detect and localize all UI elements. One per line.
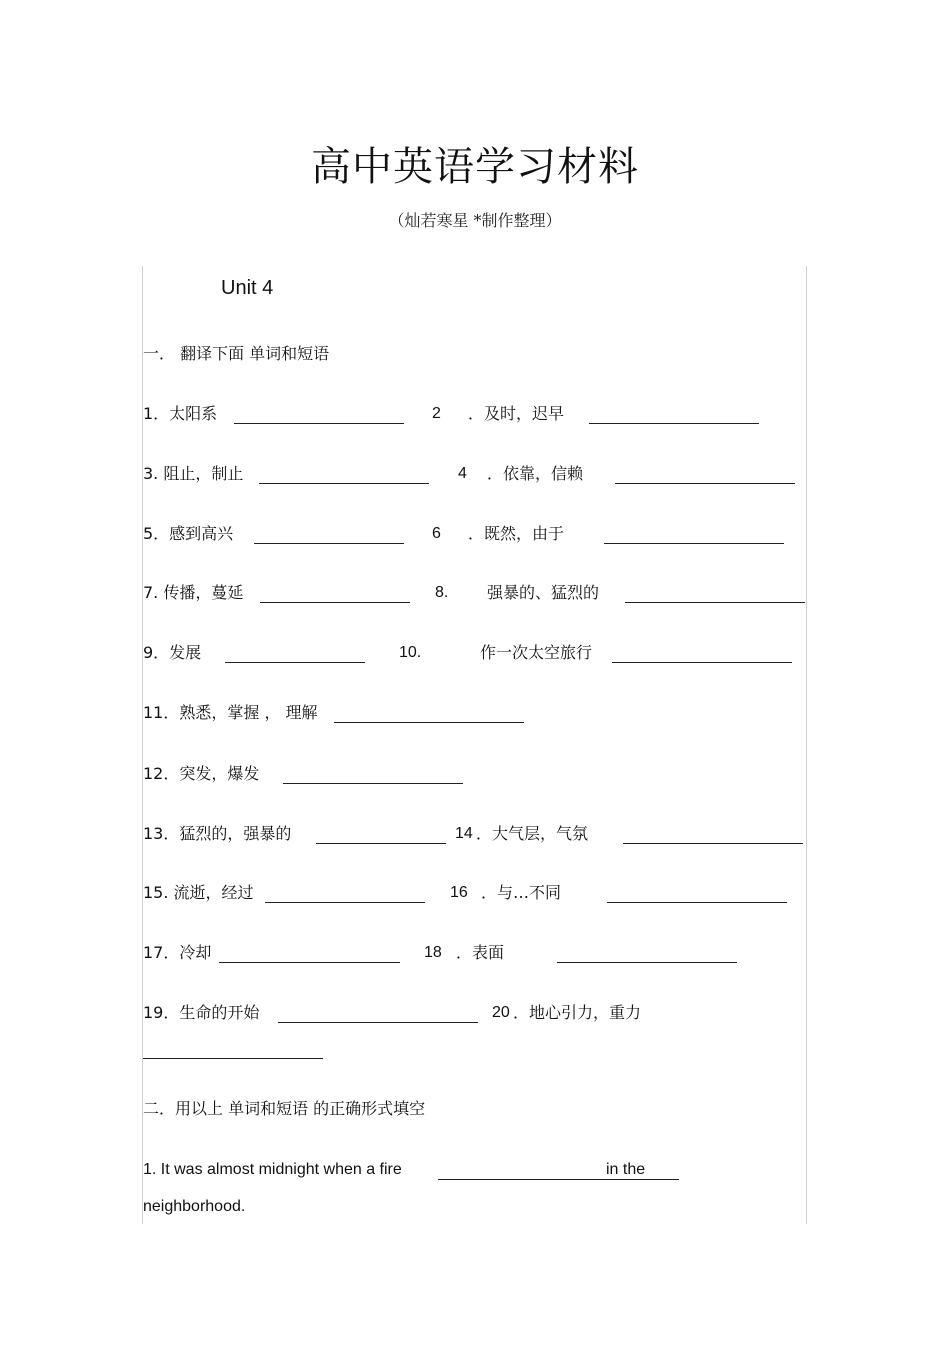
item-5-label: 5．感到高兴 [143,524,234,543]
item-13-label: 13．猛烈的，强暴的 [143,824,292,843]
item-20-blank[interactable] [143,1058,323,1059]
item-14-label: ．大气层，气氛 [476,824,589,843]
item-1-label: 1．太阳系 [143,404,218,423]
question-1-underline [598,1179,679,1180]
question-1-blank[interactable] [438,1179,598,1180]
item-8-number: 8. [435,584,449,601]
question-1-text: 1. It was almost midnight when a fire [143,1161,402,1178]
section2-heading: 二．用以上 单词和短语 的正确形式填空 [143,1099,426,1118]
item-16-number: 16 [450,884,468,901]
frame-right-border [806,266,807,1224]
item-19-blank[interactable] [278,1022,478,1023]
item-4-number: 4 [458,465,467,482]
item-10-blank[interactable] [612,662,792,663]
item-10-number: 10. [399,644,422,661]
item-18-label: ．表面 [456,943,505,962]
section1-heading: 一． 翻译下面 单词和短语 [143,344,330,363]
item-6-number: 6 [432,525,441,542]
item-3-label: 3. 阻止，制止 [143,464,244,483]
item-7-blank[interactable] [260,602,410,603]
item-6-blank[interactable] [604,543,784,544]
item-17-label: 17．冷却 [143,943,212,962]
item-11-label: 11．熟悉，掌握 ， 理解 [143,703,318,722]
item-14-number: 14 [455,825,473,842]
item-18-blank[interactable] [557,962,737,963]
item-13-blank[interactable] [316,843,446,844]
item-15-blank[interactable] [265,902,425,903]
item-18-number: 18 [424,944,442,961]
item-20-label: ．地心引力，重力 [513,1003,642,1022]
item-12-label: 12．突发，爆发 [143,764,260,783]
item-6-label: ．既然，由于 [468,524,565,543]
item-4-label: ．依靠，信赖 [487,464,584,483]
item-8-blank[interactable] [625,602,805,603]
item-15-label: 15. 流逝，经过 [143,883,254,902]
item-19-label: 19．生命的开始 [143,1003,260,1022]
item-2-blank[interactable] [589,423,759,424]
item-10-label: 作一次太空旅行 [480,643,593,662]
item-2-number: 2 [432,405,441,422]
item-3-blank[interactable] [259,483,429,484]
item-17-blank[interactable] [219,962,400,963]
item-7-label: 7. 传播，蔓延 [143,583,244,602]
question-1-text-end: neighborhood. [143,1198,246,1215]
item-14-blank[interactable] [623,843,803,844]
page-subtitle: （灿若寒星 *制作整理） [388,211,562,230]
question-1-text-cont: in the [606,1161,646,1178]
item-9-label: 9．发展 [143,643,202,662]
item-2-label: ．及时，迟早 [468,404,565,423]
item-11-blank[interactable] [334,722,524,723]
item-9-blank[interactable] [225,662,365,663]
unit-heading: Unit 4 [221,277,274,299]
item-1-blank[interactable] [234,423,404,424]
item-4-blank[interactable] [615,483,795,484]
item-8-label: 强暴的、猛烈的 [487,583,600,602]
page-title: 高中英语学习材料 [311,144,639,190]
item-16-blank[interactable] [607,902,787,903]
item-16-label: ．与…不同 [481,883,562,902]
item-5-blank[interactable] [254,543,404,544]
item-12-blank[interactable] [283,783,463,784]
item-20-number: 20 [492,1004,510,1021]
